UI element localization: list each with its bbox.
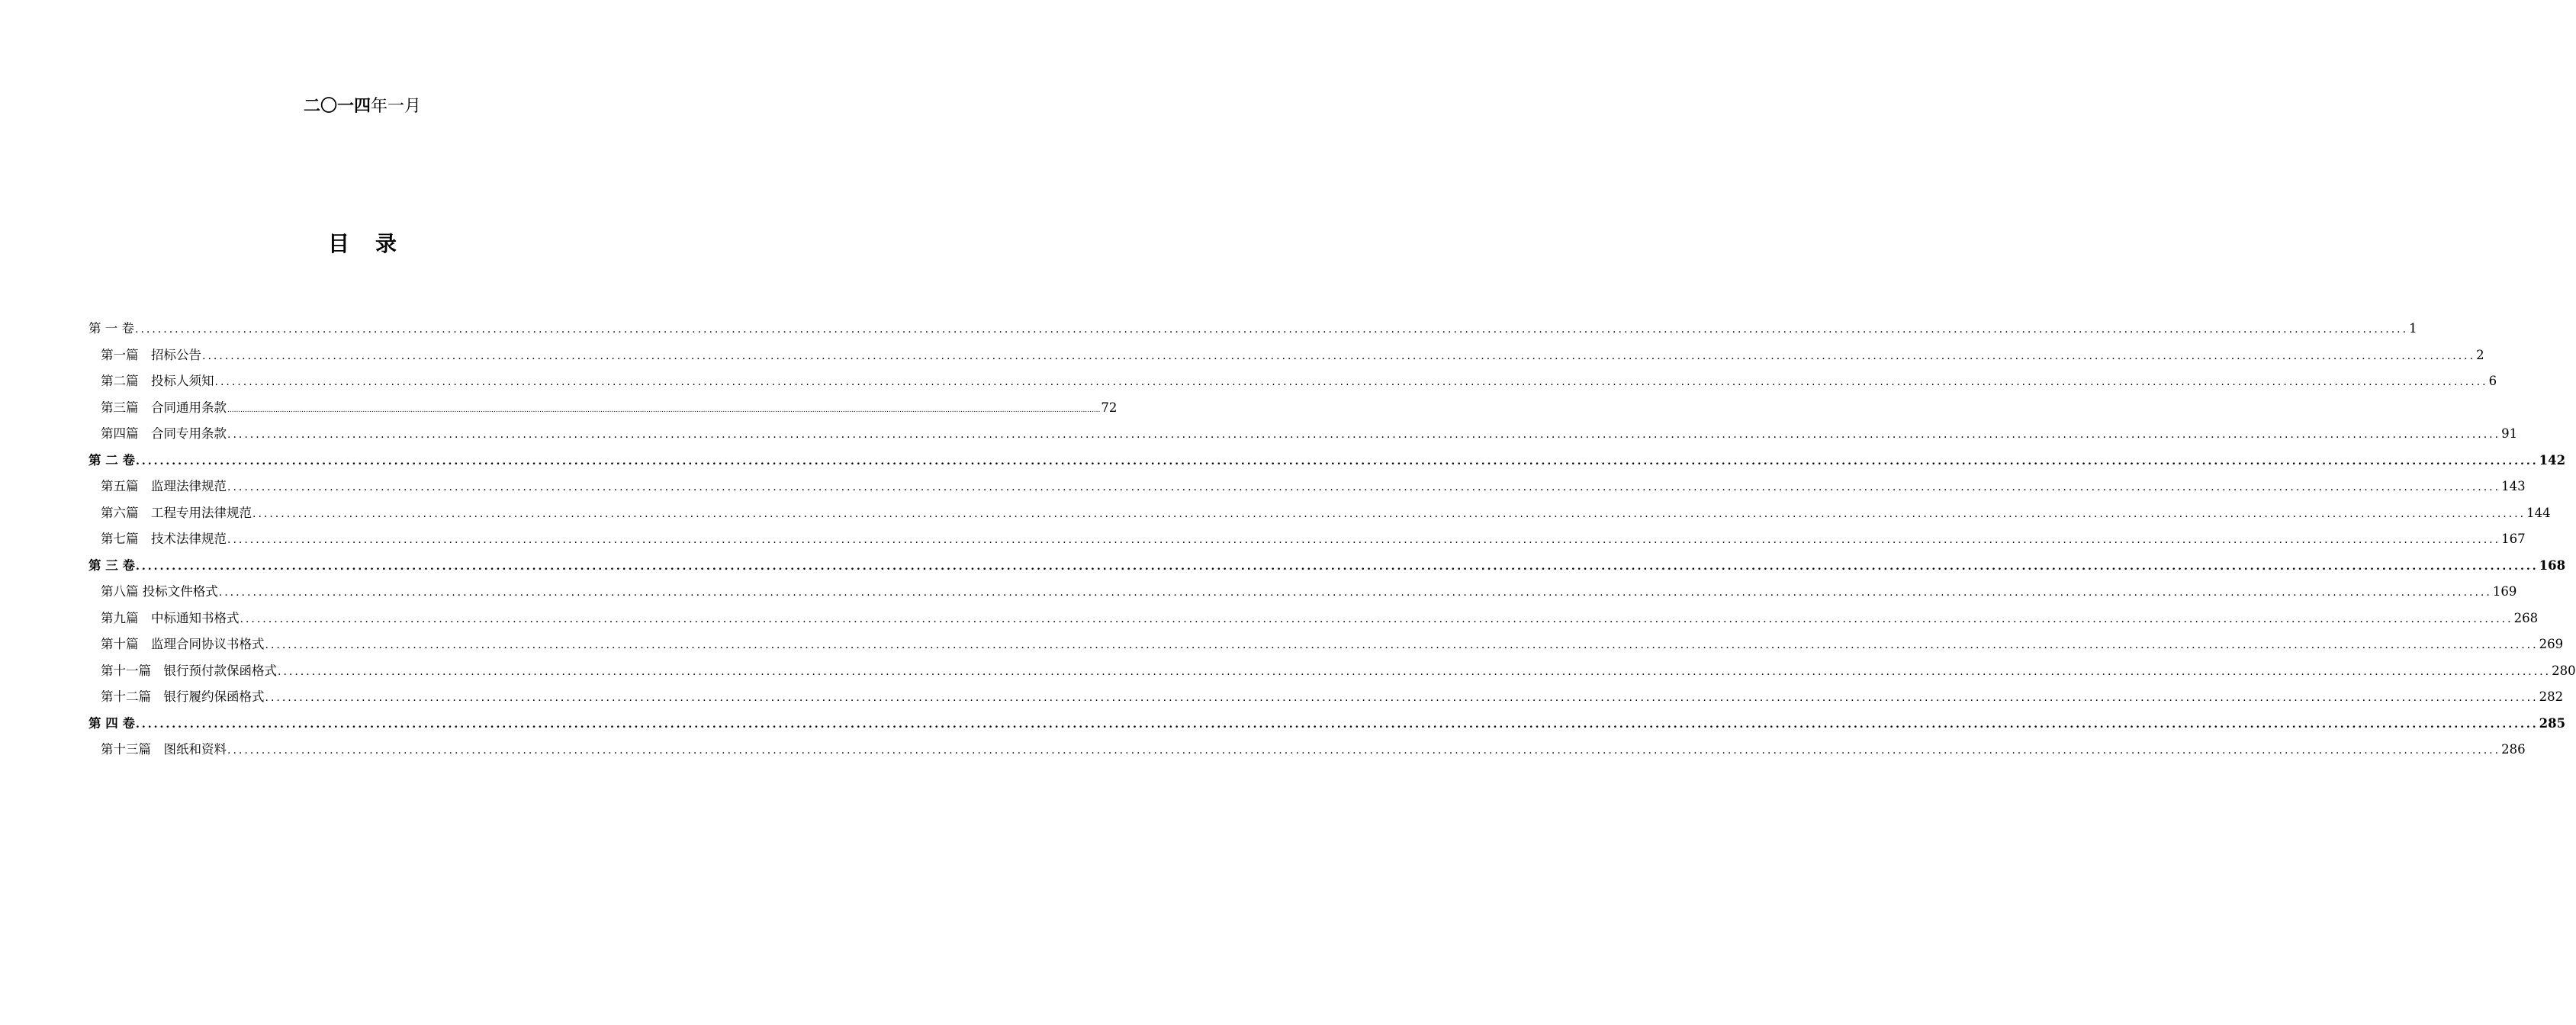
toc-dot-leader: ................................................................................................................................................................................................................................................................................................................................................................................................................ [136, 718, 2539, 731]
toc-dot-leader: ................................................................................................................................................................................................................................................................................................................................................................................................................ [265, 639, 2539, 651]
toc-entry-label: 第 二 卷 [88, 452, 135, 468]
toc-volume-entry[interactable] [88, 450, 2566, 477]
toc-volume-entry[interactable] [88, 713, 2566, 740]
toc-page-number: 286 [2501, 742, 2526, 757]
toc-dot-leader: ................................................................................................................................................................................................................................................................................................................................................................................................................ [227, 406, 1101, 414]
toc-dot-leader: ................................................................................................................................................................................................................................................................................................................................................................................................................ [214, 376, 2488, 388]
toc-entry-label: 第五篇 监理法律规范 [101, 479, 227, 493]
toc-dot-leader: ................................................................................................................................................................................................................................................................................................................................................................................................................ [240, 612, 2513, 625]
toc-dot-leader: ................................................................................................................................................................................................................................................................................................................................................................................................................ [252, 507, 2526, 520]
toc-page-number: 282 [2539, 689, 2564, 704]
toc-entry-label: 第 一 卷 [88, 321, 134, 336]
toc-chapter-entry[interactable] [88, 529, 2526, 555]
toc-entry-label: 第一篇 招标公告 [101, 347, 201, 362]
toc-page-number: 2 [2476, 347, 2484, 362]
toc-page-number: 91 [2501, 426, 2518, 441]
toc-page-number: 143 [2501, 479, 2526, 493]
toc-page-number: 167 [2501, 532, 2526, 546]
date-month: 年一月 [371, 97, 422, 116]
toc-page-number: 1 [2409, 321, 2417, 336]
toc-entry-label: 第八篇 投标文件格式 [101, 584, 218, 599]
toc-chapter-entry[interactable] [88, 423, 2518, 450]
toc-page-number: 169 [2492, 584, 2517, 599]
toc-page-number: 268 [2513, 610, 2539, 625]
toc-dot-leader: ................................................................................................................................................................................................................................................................................................................................................................................................................ [227, 534, 2501, 546]
table-of-contents [88, 318, 2576, 766]
toc-entry-label: 第 四 卷 [88, 715, 135, 731]
toc-dot-leader: ................................................................................................................................................................................................................................................................................................................................................................................................................ [136, 560, 2539, 573]
toc-entry-label: 第四篇 合同专用条款 [101, 426, 227, 441]
toc-dot-leader: ................................................................................................................................................................................................................................................................................................................................................................................................................ [202, 349, 2476, 362]
toc-dot-leader: ................................................................................................................................................................................................................................................................................................................................................................................................................ [227, 744, 2501, 757]
toc-volume-entry[interactable] [88, 318, 2417, 345]
toc-chapter-entry[interactable] [88, 345, 2484, 371]
toc-dot-leader: ................................................................................................................................................................................................................................................................................................................................................................................................................ [265, 692, 2539, 704]
toc-chapter-entry[interactable] [88, 660, 2576, 687]
toc-chapter-entry[interactable] [88, 739, 2526, 766]
toc-entry-label: 第三篇 合同通用条款 [101, 400, 227, 415]
toc-entry-label: 第 三 卷 [88, 557, 135, 573]
toc-entry-label: 第六篇 工程专用法律规范 [101, 505, 252, 520]
toc-entry-label: 第十三篇 图纸和资料 [101, 742, 227, 757]
toc-chapter-entry[interactable] [88, 371, 2497, 397]
document-date [0, 95, 725, 119]
toc-chapter-entry[interactable] [88, 686, 2564, 713]
toc-dot-leader: ................................................................................................................................................................................................................................................................................................................................................................................................................ [218, 586, 2492, 599]
toc-entry-label: 第九篇 中标通知书格式 [101, 610, 240, 625]
toc-dot-leader: ................................................................................................................................................................................................................................................................................................................................................................................................................ [278, 665, 2552, 678]
toc-chapter-entry[interactable] [88, 476, 2526, 503]
toc-page-number: 142 [2539, 452, 2566, 468]
toc-page-number: 72 [1101, 400, 1118, 415]
toc-chapter-entry[interactable] [88, 397, 1118, 424]
toc-entry-label: 第十一篇 银行预付款保函格式 [101, 663, 277, 678]
toc-chapter-entry[interactable] [88, 581, 2517, 608]
toc-entry-label: 第七篇 技术法律规范 [101, 532, 227, 546]
toc-page-number: 280 [2552, 663, 2576, 678]
toc-page-number: 168 [2539, 557, 2566, 573]
toc-entry-label: 第十二篇 银行履约保函格式 [101, 689, 265, 704]
toc-chapter-entry[interactable] [88, 608, 2539, 635]
toc-entry-label: 第十篇 监理合同协议书格式 [101, 637, 265, 651]
toc-dot-leader: ................................................................................................................................................................................................................................................................................................................................................................................................................ [135, 323, 2409, 336]
toc-dot-leader: ................................................................................................................................................................................................................................................................................................................................................................................................................ [227, 429, 2501, 441]
toc-entry-label: 第二篇 投标人须知 [101, 374, 214, 388]
toc-dot-leader: ................................................................................................................................................................................................................................................................................................................................................................................................................ [227, 481, 2501, 493]
date-year: 二〇一四 [303, 97, 371, 116]
toc-dot-leader: ................................................................................................................................................................................................................................................................................................................................................................................................................ [136, 455, 2539, 468]
toc-page-number: 285 [2539, 715, 2566, 731]
toc-title: 目录 [327, 231, 423, 256]
toc-page-number: 269 [2539, 637, 2564, 651]
toc-volume-entry[interactable] [88, 555, 2566, 582]
toc-page-number: 6 [2488, 374, 2497, 388]
toc-chapter-entry[interactable] [88, 634, 2564, 660]
toc-chapter-entry[interactable] [88, 503, 2551, 529]
toc-page-number: 144 [2526, 505, 2551, 520]
